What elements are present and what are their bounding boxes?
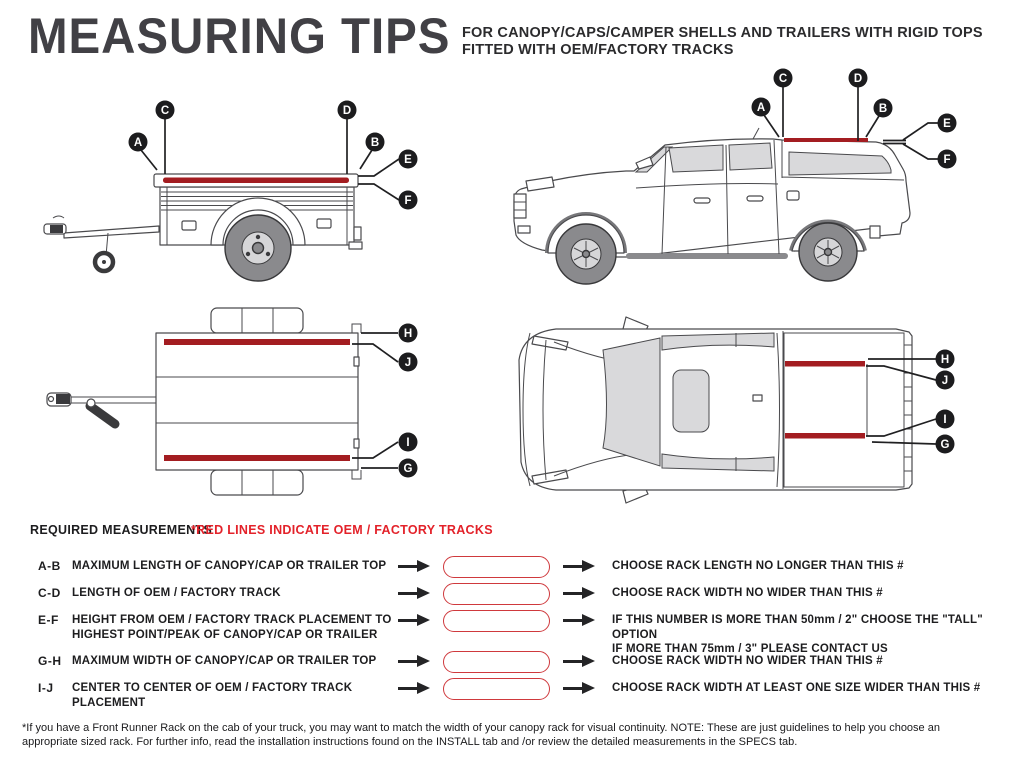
oem-track-red-line [784, 138, 868, 142]
label-b-text: B [370, 137, 380, 149]
oem-track-red-line [785, 361, 865, 367]
label-a-text: A [756, 102, 766, 114]
oem-track-red-line [164, 455, 350, 461]
measurement-guideline: CHOOSE RACK WIDTH NO WIDER THAN THIS # [612, 655, 883, 667]
trailer-side-art [44, 174, 362, 281]
page-subtitle [462, 25, 983, 59]
measurement-code: A-B [38, 559, 61, 573]
measurement-description: LENGTH OF OEM / FACTORY TRACK [72, 587, 281, 599]
measurement-description: MAXIMUM WIDTH OF CANOPY/CAP OR TRAILER TOP [72, 655, 377, 667]
subtitle-line-1: FOR CANOPY/CAPS/CAMPER SHELLS AND TRAILERS WITH RIGID TOPS [462, 25, 983, 41]
measurement-description: MAXIMUM LENGTH OF CANOPY/CAP OR TRAILER TOP [72, 560, 387, 572]
label-a-badge [129, 133, 148, 152]
measurement-write-in-field [443, 583, 550, 605]
label-b-badge [874, 99, 893, 118]
windshield [603, 338, 660, 466]
truck-side-art [514, 128, 910, 284]
sunroof [673, 370, 709, 432]
oem-track-red-line [164, 339, 350, 345]
arrow-right-icon [563, 614, 596, 626]
label-j-badge [399, 353, 418, 372]
oem-track-red-line [163, 178, 349, 184]
label-g-text: G [940, 439, 950, 451]
label-g-badge [399, 459, 418, 478]
measurement-guideline [612, 613, 1020, 657]
trailer-side-view-drawing [20, 90, 440, 300]
label-f-text: F [943, 154, 951, 166]
arrow-right-icon [563, 655, 596, 667]
arrow-right-icon [398, 560, 431, 572]
label-d-badge [849, 69, 868, 88]
trailer-top-view-drawing [20, 300, 440, 510]
measurement-code: I-J [38, 681, 54, 695]
measurement-guideline: CHOOSE RACK LENGTH NO LONGER THAN THIS # [612, 560, 904, 572]
measurement-guideline: CHOOSE RACK WIDTH AT LEAST ONE SIZE WIDER THAN THIS # [612, 682, 981, 694]
label-g-text: G [403, 463, 413, 475]
label-h-badge [936, 350, 955, 369]
measurement-description: CENTER TO CENTER OF OEM / FACTORY TRACK PLACEMENT [72, 682, 353, 709]
footnote: *If you have a Front Runner Rack on the cab of your truck, you may want to match the width of your canopy rack for visual continuity. NOTE: These are just guidelines to help you choose an appropriate sized rack. For further info, read the installation instructions found on the INSTALL tab and /or review the detailed measurements in the SPECS tab. [22, 722, 940, 748]
arrow-right-icon [563, 682, 596, 694]
label-c-text: C [778, 73, 788, 85]
label-g-badge [936, 435, 955, 454]
canopy-window [789, 152, 891, 175]
arrow-right-icon [398, 587, 431, 599]
description-line-1: HEIGHT FROM OEM / FACTORY TRACK PLACEMENT TO [72, 614, 392, 626]
measurement-code: E-F [38, 613, 59, 627]
description-line-2: HIGHEST POINT/PEAK OF CANOPY/CAP OR TRAILER [72, 628, 378, 641]
label-e-badge [938, 114, 957, 133]
label-d-badge [338, 101, 357, 120]
truck-side-view-drawing [490, 60, 1020, 300]
measurement-code: G-H [38, 654, 62, 668]
label-j-text: J [404, 357, 412, 369]
label-j-badge [936, 371, 955, 390]
measurement-write-in-field [443, 678, 550, 700]
label-c-badge [774, 69, 793, 88]
measurement-code: C-D [38, 586, 61, 600]
label-c-badge [156, 101, 175, 120]
measurement-row-ij [0, 681, 1024, 713]
label-h-badge [399, 324, 418, 343]
arrow-right-icon [398, 614, 431, 626]
label-j-text: J [941, 375, 949, 387]
oem-track-red-line [785, 433, 865, 439]
label-h-text: H [403, 328, 413, 340]
label-a-badge [752, 98, 771, 117]
label-h-text: H [940, 354, 950, 366]
label-b-badge [366, 133, 385, 152]
arrow-right-icon [563, 587, 596, 599]
label-d-text: D [342, 105, 352, 117]
trailer-top-art [47, 308, 361, 495]
subtitle-line-2: FITTED WITH OEM/FACTORY TRACKS [462, 42, 734, 58]
arrow-right-icon [398, 655, 431, 667]
arrow-right-icon [398, 682, 431, 694]
label-i-badge [399, 433, 418, 452]
red-lines-note: *RED LINES INDICATE OEM / FACTORY TRACKS [191, 523, 493, 537]
label-f-text: F [404, 195, 412, 207]
label-c-text: C [160, 105, 170, 117]
label-a-text: A [133, 137, 143, 149]
measurement-write-in-field [443, 610, 550, 632]
label-e-text: E [404, 154, 412, 166]
label-f-badge [938, 150, 957, 169]
measurement-guideline: CHOOSE RACK WIDTH NO WIDER THAN THIS # [612, 587, 883, 599]
measurement-description [72, 613, 396, 642]
measurement-write-in-field [443, 556, 550, 578]
required-measurements-heading: REQUIRED MEASUREMENTS [30, 523, 213, 537]
truck-top-art [519, 317, 912, 503]
label-i-text: I [406, 437, 410, 449]
page-title: MEASURING TIPS [28, 8, 451, 64]
arrow-right-icon [563, 560, 596, 572]
label-d-text: D [853, 73, 863, 85]
truck-top-view-drawing [490, 300, 1020, 520]
label-e-text: E [943, 118, 951, 130]
label-e-badge [399, 150, 418, 169]
guideline-line-1: IF THIS NUMBER IS MORE THAN 50mm / 2" CHOOSE THE "TALL" OPTION [612, 614, 983, 641]
guideline-line-2: IF MORE THAN 75mm / 3" PLEASE CONTACT US [612, 643, 888, 655]
measurement-row-ef [0, 613, 1024, 653]
label-i-text: I [943, 414, 947, 426]
measurement-write-in-field [443, 651, 550, 673]
label-i-badge [936, 410, 955, 429]
label-b-text: B [878, 103, 888, 115]
label-f-badge [399, 191, 418, 210]
